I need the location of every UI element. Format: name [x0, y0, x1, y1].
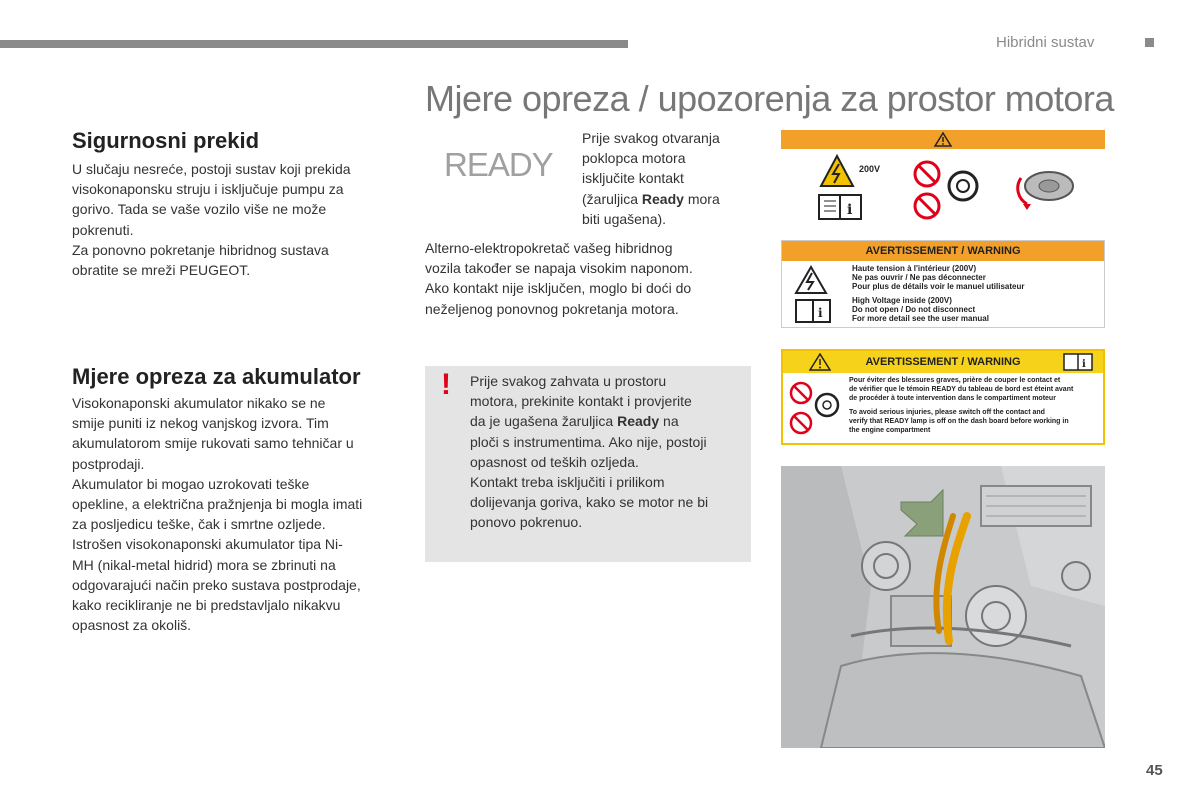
label-line: Do not open / Do not disconnect [852, 305, 976, 314]
ready-indicator-graphic: READY [444, 146, 553, 183]
label-line: Ne pas ouvrir / Ne pas déconnecter [852, 273, 986, 282]
ready-emphasis: Ready [617, 413, 660, 430]
label-line: For more detail see the user manual [852, 314, 989, 323]
label-line: de procéder à toute intervention dans le compartiment moteur [849, 395, 1056, 402]
label-line: Pour éviter des blessures graves, prière de couper le contact et [849, 377, 1061, 384]
text-line: ponovo pokrenuo. [470, 514, 583, 531]
svg-text:i: i [818, 306, 823, 320]
text-line: isključite kontakt [582, 170, 684, 187]
text-line: visokonaponsku struju i isključuje pumpu za [72, 181, 344, 198]
safety-cutoff-text [72, 159, 402, 280]
text-line: Visokonaponski akumulator nikako se ne [72, 395, 326, 411]
no-open-no-disconnect-icon [787, 375, 845, 441]
warning-triangle-icon [809, 353, 831, 371]
warning-exclamation-icon: ! [441, 368, 451, 401]
label-line: High Voltage inside (200V) [852, 296, 952, 305]
label-line: Haute tension à l'intérieur (200V) [852, 264, 977, 273]
text-line: poklopca motora [582, 150, 686, 167]
alternator-text [425, 238, 755, 319]
text-line: odgovarajući način preko sustava postprodaje, [72, 576, 361, 593]
text-span: da je ugašena žaruljica [470, 413, 618, 430]
no-open-no-disconnect-icon [911, 152, 991, 224]
text-line: obratite se mreži PEUGEOT. [72, 262, 251, 279]
text-line: MH (nikal-metal hidrid) mora se zbrinuti na [72, 556, 336, 573]
text-line: neželjenog ponovnog pokretanja motora. [425, 300, 679, 317]
manual-book-icon [794, 297, 834, 325]
text-line: opekline, a električna pražnjenja bi mogla imati [72, 496, 363, 513]
svg-text:i: i [847, 202, 853, 218]
text-span: (žaruljica [582, 190, 642, 207]
text-line: Istrošen visokonaponski akumulator tipa Ni- [72, 536, 343, 553]
text-line: biti ugašena). [582, 210, 667, 227]
text-line: Kontakt treba isključiti i prilikom [470, 474, 665, 491]
label-header-band [781, 130, 1105, 149]
text-line [582, 189, 762, 209]
warning-text [470, 371, 740, 533]
text-line: Akumulator bi mogao uzrokovati teške [72, 475, 310, 492]
text-line: Prije svakog zahvata u prostoru [470, 373, 667, 389]
heading-safety-cutoff: Sigurnosni prekid [72, 128, 260, 153]
section-title: Hibridni sustav [996, 34, 1095, 51]
label-line: the engine compartment [849, 427, 931, 434]
ready-instruction-text [582, 128, 762, 229]
pulley-belt-icon [1013, 164, 1077, 214]
label-line: Pour plus de détails voir le manuel utilisateur [852, 282, 1025, 291]
text-line: postprodaji. [72, 455, 145, 472]
text-line: za posljedicu teške, čak i smrtne ozljede. [72, 516, 326, 533]
engine-compartment-image [781, 466, 1105, 748]
text-span: na [659, 413, 679, 430]
high-voltage-pictogram-label [781, 130, 1105, 226]
text-line: ploči s instrumentima. Ako nije, postoji [470, 433, 707, 450]
text-line [470, 411, 740, 431]
text-line: opasnost za okoliš. [72, 617, 192, 634]
engine-illustration [781, 466, 1105, 748]
text-span: mora [683, 190, 720, 207]
text-line: pokrenuti. [72, 221, 134, 238]
text-line: gorivo. Tada se vaše vozilo više ne može [72, 201, 327, 218]
label-line: To avoid serious injuries, please switch off the contact and [849, 409, 1045, 416]
heading-battery-precautions: Mjere opreza za akumulator [72, 364, 361, 389]
label-line: verify that READY lamp is off on the dash board before working in [849, 418, 1069, 425]
manual-book-icon [817, 192, 865, 222]
text-line: Alterno-elektropokretač vašeg hibridnog [425, 240, 673, 256]
text-line: U slučaju nesreće, postoji sustav koji prekida [72, 161, 351, 177]
label-title: AVERTISSEMENT / WARNING [783, 351, 1103, 373]
text-line: dolijevanja goriva, kako se motor ne bi [470, 494, 709, 511]
label-line: de vérifier que le témoin READY du tableau de bord est éteint avant [849, 386, 1074, 393]
text-line: Za ponovno pokretanje hibridnog sustava [72, 241, 329, 258]
label-title: AVERTISSEMENT / WARNING [782, 241, 1104, 261]
text-line: Ako kontakt nije isključen, moglo bi doći do [425, 280, 692, 297]
text-line: akumulatorom smije rukovati samo tehničar u [72, 435, 354, 452]
text-line: motora, prekinite kontakt i provjerite [470, 393, 692, 410]
text-line: opasnost od teških ozljeda. [470, 453, 639, 470]
high-voltage-icon [794, 265, 828, 295]
ready-warning-label [781, 349, 1105, 445]
warning-triangle-icon [781, 130, 1105, 149]
page-number: 45 [1146, 762, 1163, 779]
header-bar [0, 40, 628, 48]
manual-book-icon [1063, 353, 1095, 371]
svg-text:i: i [1082, 359, 1086, 370]
section-marker [1145, 38, 1154, 47]
text-line: smije puniti iz nekog vanjskog izvora. Tim [72, 415, 329, 432]
high-voltage-warning-label [781, 240, 1105, 328]
text-line: kako recikliranje ne bi predstavljalo nikakvu [72, 597, 341, 614]
text-line: vozila također se napaja visokim naponom. [425, 260, 693, 277]
page-title: Mjere opreza / upozorenja za prostor motora [425, 78, 1114, 119]
voltage-text: 200V [859, 164, 881, 174]
battery-precautions-text [72, 393, 402, 635]
ready-emphasis: Ready [641, 190, 684, 207]
text-line: Prije svakog otvaranja [582, 130, 720, 146]
